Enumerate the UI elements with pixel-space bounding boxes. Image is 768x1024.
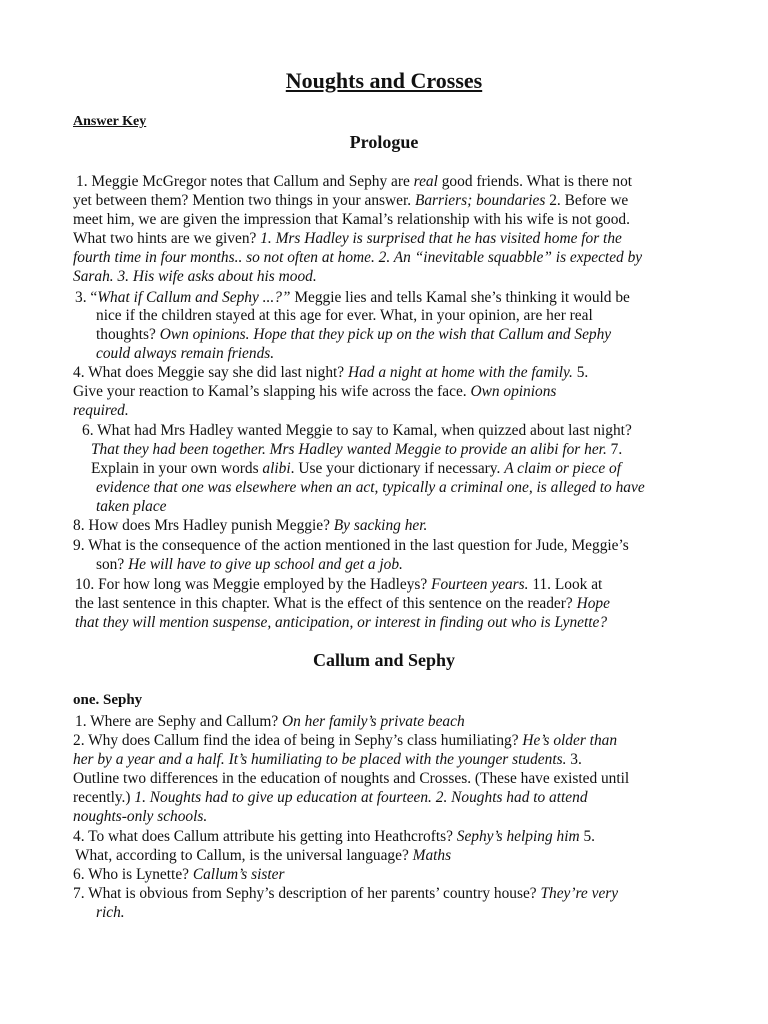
answer-text: rich. [96,904,125,921]
answer-text: could always remain friends. [96,345,275,362]
text-line [96,903,125,922]
text-line [75,613,607,632]
text-line [96,478,645,497]
answer-text: Maths [412,847,452,864]
answer-text: Sephy’s helping him [456,828,580,845]
answer-text: A claim or piece of [504,460,622,477]
question-text: 3. [566,751,582,768]
answer-text: Sarah. 3. His wife asks about his mood. [73,268,317,285]
question-text: 3. “ [75,289,98,306]
question-text: nice if the children stayed at this age for ever. What, in your opinion, are her real [96,307,593,324]
answer-text: That they had been together. Mrs Hadley wanted Meggie to provide an alibi for her. [91,441,607,458]
question-text: Outline two differences in the education of noughts and Crosses. (These have existed until [73,770,630,787]
question-text: 7. What is obvious from Sephy’s description of her parents’ country house? [73,885,541,902]
answer-text: Callum’s sister [192,866,285,883]
question-text: 2. Before we [545,192,629,209]
question-text: recently.) [73,789,135,806]
answer-text: Own opinions. Hope that they pick up on the wish that Callum and Sephy [159,326,612,343]
text-line [91,459,621,478]
question-text: meet him, we are given the impression that Kamal’s relationship with his wife is not good. [73,211,630,228]
text-line [75,712,465,731]
question-text: 4. To what does Callum attribute his getting into Heathcrofts? [73,828,457,845]
text-line [73,865,284,884]
question-text: 9. What is the consequence of the action mentioned in the last question for Jude, Meggie’s [73,537,629,554]
text-line [73,267,317,286]
answer-text: What if Callum and Sephy ...?” [97,289,291,306]
question-text: 7. [606,441,623,458]
answer-text: that they will mention suspense, anticipation, or interest in finding out who is Lynette? [75,614,608,631]
answer-text: noughts-only schools. [73,808,208,825]
question-text: the last sentence in this chapter. What is the effect of this sentence on the reader? [75,595,577,612]
answer-text: Hope [576,595,610,612]
question-text: 8. How does Mrs Hadley punish Meggie? [73,517,334,534]
text-line [96,555,403,574]
question-text: 6. What had Mrs Hadley wanted Meggie to say to Kamal, when quizzed about last night? [82,422,632,439]
answer-text: fourth time in four months.. so not often at home. 2. An “inevitable squabble” is expected by [73,249,643,266]
answer-text: her by a year and a half. It’s humiliating to be placed with the younger students. [73,751,567,768]
question-text: 10. For how long was Meggie employed by the Hadleys? [75,576,432,593]
text-line [73,191,628,210]
section-heading-callum-and-sephy: Callum and Sephy [312,650,456,670]
question-text: What two hints are we given? [73,230,261,247]
question-text: good friends. What is there not [437,173,633,190]
text-line [73,401,129,420]
text-line [73,731,617,750]
text-line [96,306,593,325]
answer-text: taken place [96,498,167,515]
answer-text: Had a night at home with the family. [348,364,573,381]
question-text: son? [96,556,129,573]
answer-text: evidence that one was elsewhere when an act, typically a criminal one, is alleged to have [96,479,645,496]
text-line [73,769,629,788]
question-text: Explain in your own words [91,460,263,477]
answer-text: On her family’s private beach [282,713,465,730]
text-line [96,325,611,344]
text-line [73,210,630,229]
answer-text: alibi [262,460,291,477]
text-line [91,440,622,459]
answer-key-label: Answer Key [73,114,147,129]
text-line [73,248,642,267]
text-line [73,807,207,826]
answer-text: required. [73,402,129,419]
answer-text: He’s older than [522,732,618,749]
text-line [96,344,274,363]
text-line [82,421,632,440]
text-line [73,382,556,401]
text-line [75,288,630,307]
question-text: 1. Meggie McGregor notes that Callum and Sephy are [76,173,414,190]
question-text: 5. [572,364,589,381]
answer-text: Barriers; boundaries [414,192,546,209]
text-line [75,846,451,865]
answer-text: Fourteen years. [431,576,529,593]
text-line [73,536,629,555]
text-line [73,229,622,248]
text-line [73,363,588,382]
answer-text: He will have to give up school and get a job. [128,556,403,573]
question-text: 2. Why does Callum find the idea of being in Sephy’s class humiliating? [73,732,523,749]
answer-text: 1. Noughts had to give up education at fourteen. 2. Noughts had to attend [134,789,588,806]
question-text: 5. [579,828,595,845]
answer-text: By sacking her. [333,517,428,534]
text-line [75,575,602,594]
text-line [75,594,610,613]
page-title: Noughts and Crosses [285,68,483,93]
chapter-subheading: one. Sephy [73,692,143,708]
text-line [76,172,632,191]
question-text: 11. Look at [528,576,603,593]
question-text: thoughts? [96,326,160,343]
question-text: yet between them? Mention two things in your answer. [73,192,415,209]
answer-text: 1. Mrs Hadley is surprised that he has visited home for the [260,230,622,247]
question-text: 1. Where are Sephy and Callum? [75,713,282,730]
question-text: What, according to Callum, is the universal language? [75,847,413,864]
text-line [73,884,618,903]
text-line [73,788,588,807]
text-line [73,516,427,535]
text-line [96,497,167,516]
question-text: Meggie lies and tells Kamal she’s thinking it would be [290,289,630,306]
question-text: . Use your dictionary if necessary. [290,460,505,477]
answer-text: Own opinions [470,383,557,400]
text-line [73,827,595,846]
section-heading-prologue: Prologue [349,132,419,152]
question-text: 6. Who is Lynette? [73,866,193,883]
text-line [73,750,582,769]
question-text: 4. What does Meggie say she did last night? [73,364,348,381]
answer-text: real [413,173,438,190]
question-text: Give your reaction to Kamal’s slapping his wife across the face. [73,383,471,400]
answer-text: They’re very [540,885,619,902]
